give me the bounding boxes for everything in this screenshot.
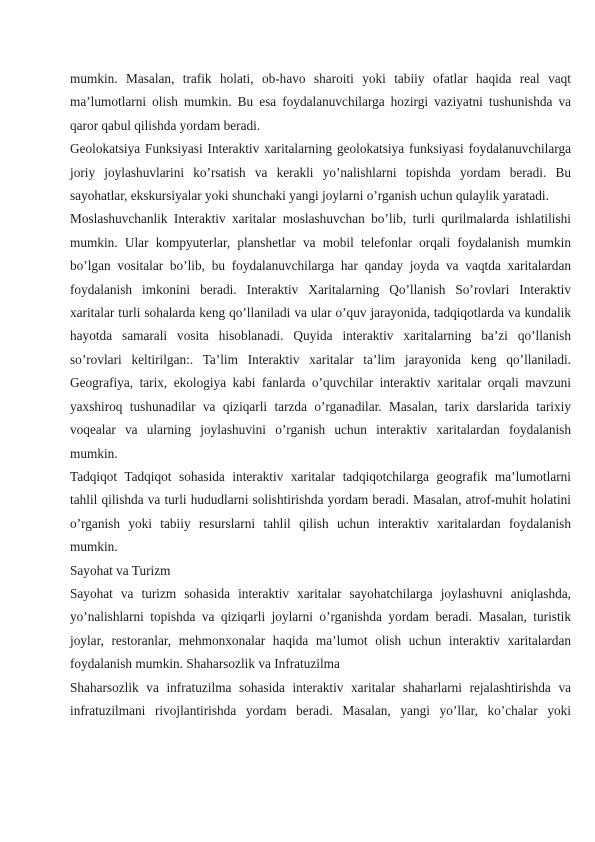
paragraph-geolocation: Geolokatsiya Funksiyasi Interaktiv xaritalarning geolokatsiya funksiyasi foydalanuvchilarga joriy joylashuvlarini ko’rsatish va kerakli yo’nalishlarni topishda yordam beradi. Bu sayohatlar, ekskursiyalar yoki shunchaki yangi joylarni o’rganish uchun qulaylik yaratadi. (70, 141, 571, 204)
paragraph-flexibility-education: Moslashuvchanlik Interaktiv xaritalar moslashuvchan bo’lib, turli qurilmalarda ishlatilishi mumkin. Ular kompyuterlar, planshetlar va mobil telefonlar orqali foydalanish mumkin bo’lgan vositalar bo’lib, bu foydalanuvchilarga har qanday joyda va vaqtda xaritalardan foydalanish imkonini beradi. Interaktiv Xaritalarning Qo’llanish So’rovlari Interaktiv xaritalar turli sohalarda keng qo’llaniladi va ular o’quv jarayonida, tadqiqotlarda va kundalik hayotda samarali vosita hisoblanadi. Quyida interaktiv xaritalarning ba’zi qo’llanish so’rovlari keltirilgan:. Ta’lim Interaktiv xaritalar ta’lim jarayonida keng qo’llaniladi. Geografiya, tarix, ekologiya kabi fanlarda o’quvchilar interaktiv xaritalar orqali mavzuni yaxshiroq tushunadilar va qiziqarli tarzda o’rganadilar. Masalan, tarix darslarida tarixiy voqealar va ularning joylashuvini o’rganish uchun interaktiv xaritalardan foydalanish mumkin. (70, 211, 571, 461)
document-page (70, 67, 571, 722)
paragraph-travel-tourism: Sayohat va turizm sohasida interaktiv xaritalar sayohatchilarga joylashuvni aniqlashda, yo’nalishlarni topishda va qiziqarli joylarni o’rganishda yordam beradi. Masalan, turistik joylar, restoranlar, mehmonxonalar haqida ma’lumot olish uchun interaktiv xaritalardan foydalanish mumkin. Shaharsozlik va Infratuzilma (70, 585, 571, 672)
paragraph-realtime-data: mumkin. Masalan, trafik holati, ob-havo sharoiti yoki tabiiy ofatlar haqida real vaqt ma’lumotlarni olish mumkin. Bu esa foydalanuvchilarga hozirgi vaziyatni tushunishda va qaror qabul qilishda yordam beradi. (70, 71, 571, 133)
paragraph-urban-planning: Shaharsozlik va infratuzilma sohasida interaktiv xaritalar shaharlarni rejalashtirishda va infratuzilmani rivojlantirishda yordam beradi. Masalan, yangi yo’llar, ko’chalar yoki (70, 679, 571, 718)
heading-travel-tourism: Sayohat va Turizm (70, 562, 171, 578)
paragraph-research: Tadqiqot Tadqiqot sohasida interaktiv xaritalar tadqiqotchilarga geografik ma’lumotlarni tahlil qilishda va turli hududlarni solishtirishda yordam beradi. Masalan, atrof-muhit holatini o’rganish yoki tabiiy resurslarni tahlil qilish uchun interaktiv xaritalardan foydalanish mumkin. (70, 468, 571, 555)
